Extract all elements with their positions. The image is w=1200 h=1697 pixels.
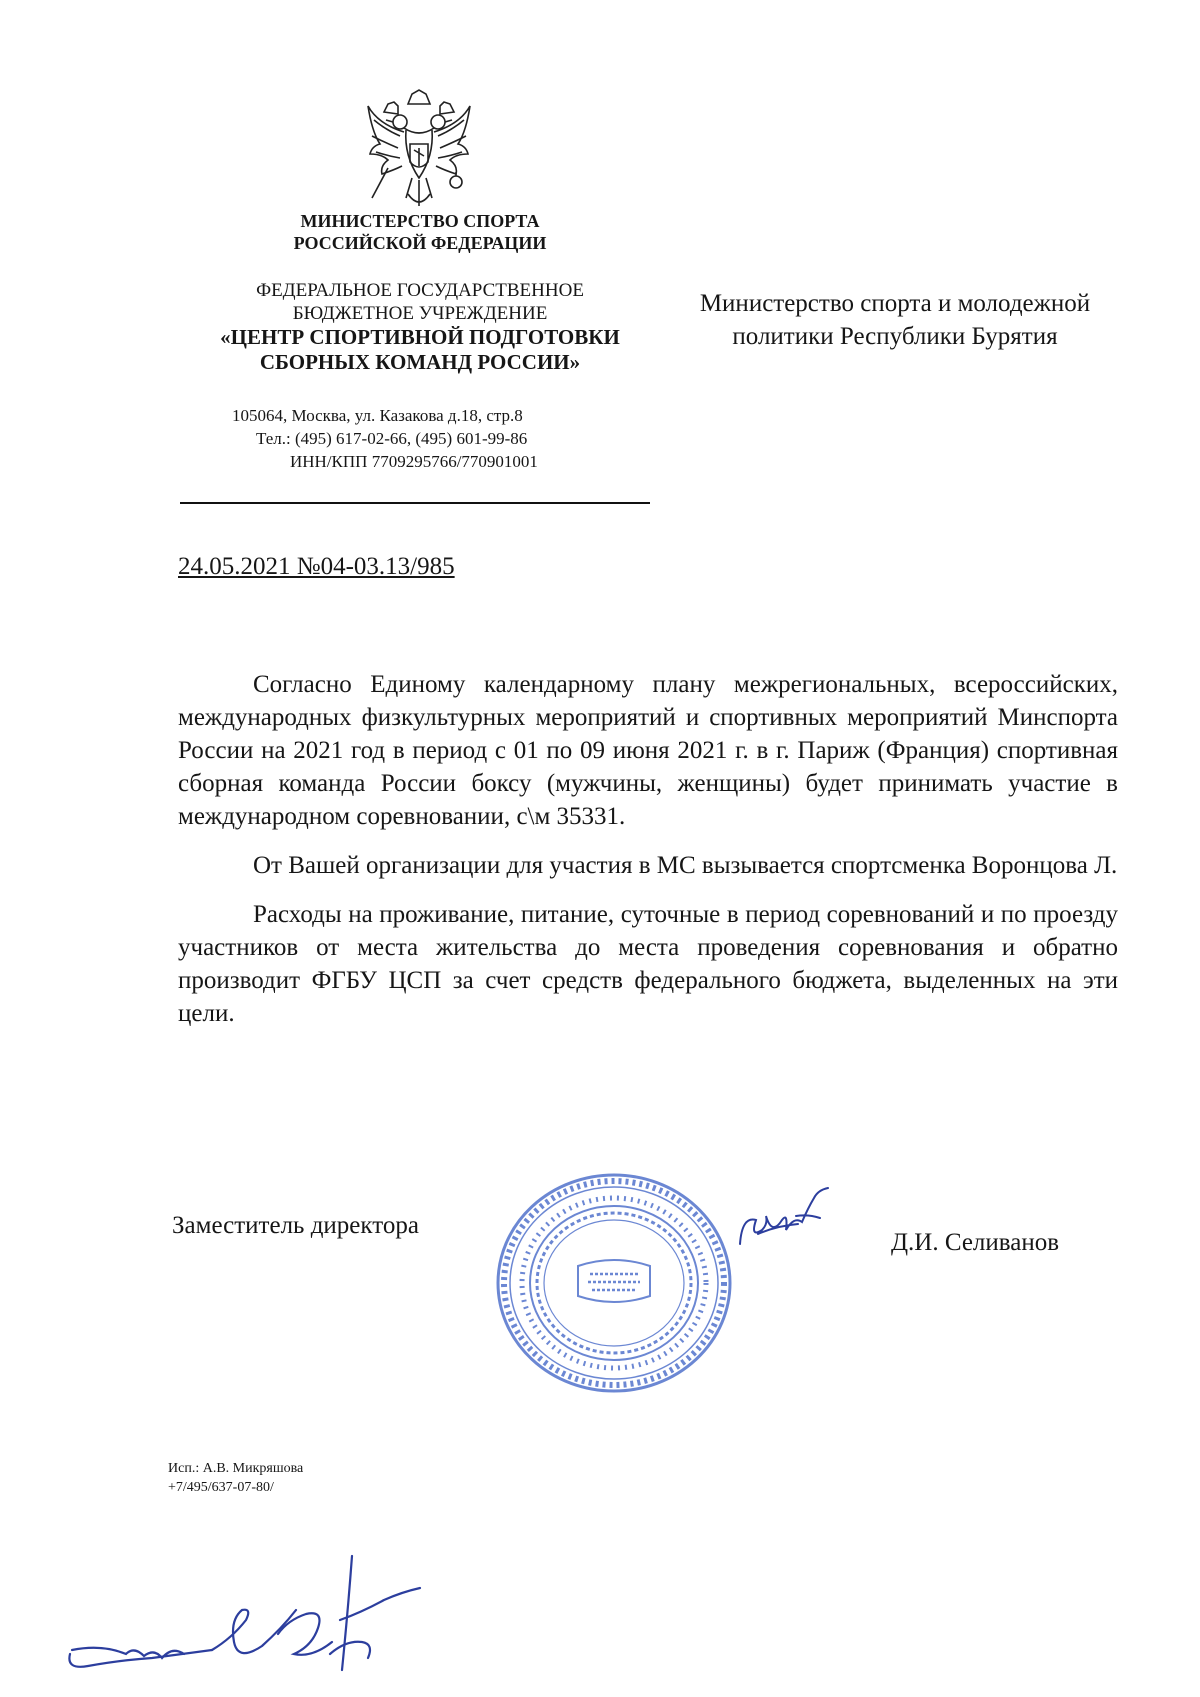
- institution-line-2: БЮДЖЕТНОЕ УЧРЕЖДЕНИЕ: [292, 303, 548, 324]
- institution-contacts: [232, 404, 612, 473]
- header-divider: [180, 502, 650, 504]
- executor-name: Исп.: А.В. Микряшова: [168, 1461, 304, 1476]
- address: 105064, Москва, ул. Казакова д.18, стр.8: [232, 406, 523, 425]
- recipient: [660, 287, 1130, 353]
- body-paragraph-2: От Вашей организации для участия в МС вызывается спортсменка Воронцова Л.: [253, 852, 1118, 879]
- official-stamp-icon: [494, 1170, 734, 1396]
- body-paragraph-3: Расходы на проживание, питание, суточные в период соревнований и по проезду участников от места жительства до места проведения соревнования и обратно производит ФГБУ ЦСП за счет средств федерального бюджета, выделенных на эти цели.: [178, 901, 1118, 1027]
- phone: Тел.: (495) 617-02-66, (495) 601-99-86: [256, 429, 528, 448]
- signatory-name: Д.И. Селиванов: [891, 1229, 1060, 1256]
- letter-body: [178, 668, 1118, 1046]
- executor-phone: +7/495/637-07-80/: [168, 1480, 274, 1495]
- recipient-line-1: Министерство спорта и молодежной: [699, 290, 1091, 317]
- body-paragraph-1: Согласно Единому календарному плану межрегиональных, всероссийских, международных физкультурных мероприятий и спортивных мероприятий Минспорта России на 2021 год в период с 01 по 09 июня 2021 г. в г. Париж (Франция) спортивная сборная команда России боксу (мужчины, женщины) будет принимать участие в международном соревновании, с\м 35331.: [178, 671, 1118, 830]
- director-signature-icon: [736, 1186, 836, 1256]
- document-reference: 24.05.2021 №04-03.13/985: [178, 553, 455, 580]
- recipient-line-2: политики Республики Бурятия: [732, 323, 1058, 350]
- coat-of-arms-icon: [364, 86, 474, 214]
- handwritten-signature-icon: [62, 1550, 422, 1680]
- executor-info: [168, 1459, 303, 1497]
- ministry-name: [230, 210, 610, 254]
- institution-title-line-2: СБОРНЫХ КОМАНД РОССИИ»: [259, 350, 581, 374]
- ministry-line-1: МИНИСТЕРСТВО СПОРТА: [300, 211, 540, 231]
- institution-line-1: ФЕДЕРАЛЬНОЕ ГОСУДАРСТВЕННОЕ: [256, 280, 584, 301]
- institution-title-line-1: «ЦЕНТР СПОРТИВНОЙ ПОДГОТОВКИ: [220, 325, 620, 349]
- institution-name: [185, 279, 655, 375]
- signatory-title: Заместитель директора: [172, 1212, 419, 1239]
- ministry-line-2: РОССИЙСКОЙ ФЕДЕРАЦИИ: [293, 233, 547, 253]
- inn-kpp: ИНН/КПП 7709295766/770901001: [290, 452, 538, 471]
